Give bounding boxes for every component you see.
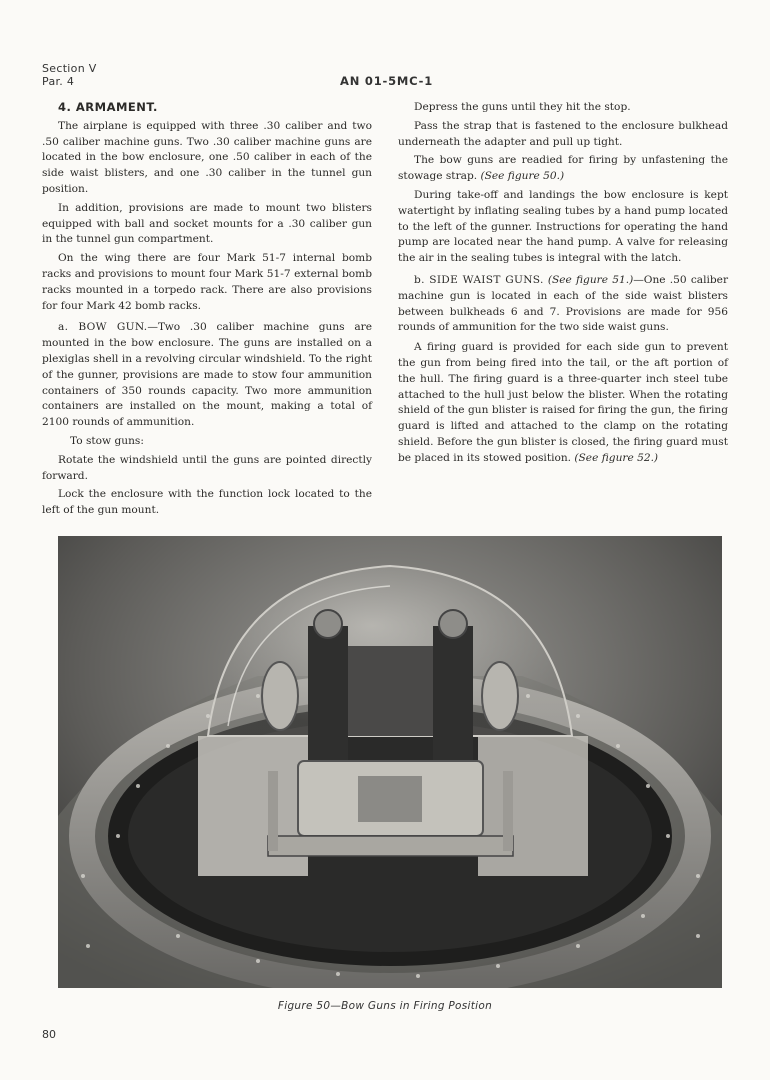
figure-reference: (See figure 51.) xyxy=(547,273,634,286)
figure-caption: Figure 50—Bow Guns in Firing Position xyxy=(277,1000,493,1012)
paragraph: The airplane is equipped with three .30 caliber and two .50 caliber machine guns. Two .30 caliber machine guns are located in the bow enclosure, one .50 caliber in each of the side waist blisters, and one .30 caliber in the tunnel gun position. xyxy=(42,119,372,195)
paragraph xyxy=(398,153,728,185)
figure-reference: (See figure 52.) xyxy=(574,451,659,464)
paragraph: On the wing there are four Mark 51-7 internal bomb racks and provisions to mount four Mark 51-7 external bomb racks mounted in a torpedo rack. There are also provisions for four Mark 42 bomb racks. xyxy=(42,252,372,312)
paragraph xyxy=(398,340,728,466)
paragraph-label: Par. 4 xyxy=(42,75,75,88)
document-number: AN 01-5MC-1 xyxy=(340,74,434,88)
figure-reference: (See figure 50.) xyxy=(480,170,565,183)
bow-gun-text: —Two .30 caliber machine guns are mounted in the bow enclosure. The guns are installed on a plexiglas shell in a revolving circular windshield. To the right of the gunner, provisions are made to stow four ammunition containers of 350 rounds capacity. Two more ammunition containers are installed on the mount, making a total of 2100 rounds of ammunition. xyxy=(42,321,373,429)
paragraph: To stow guns: xyxy=(70,434,144,447)
bow-guns-photo xyxy=(58,536,722,988)
paragraph: Pass the strap that is fastened to the enclosure bulkhead underneath the adapter and pull up tight. xyxy=(398,119,728,148)
page-number: 80 xyxy=(42,1028,56,1041)
paragraph-text: The bow guns are readied for firing by unfastening the stowage strap. xyxy=(398,154,728,183)
section-title: 4. ARMAMENT. xyxy=(58,100,158,114)
side-waist-heading: b. SIDE WAIST GUNS. xyxy=(414,273,544,286)
section-label: Section V xyxy=(42,62,97,75)
paragraph xyxy=(42,320,372,431)
bow-gun-heading: a. BOW GUN. xyxy=(58,321,148,334)
paragraph xyxy=(398,273,728,336)
paragraph: Lock the enclosure with the function lock located to the left of the gun mount. xyxy=(42,488,372,517)
section-header xyxy=(42,62,97,88)
paragraph: Rotate the windshield until the guns are pointed directly forward. xyxy=(42,453,372,482)
side-waist-text: —One .50 caliber machine gun is located in each of the side waist blisters between bulkheads 6 and 7. Provisions are made for 956 rounds of ammunition for the two side waist guns. xyxy=(398,273,729,334)
left-text-column xyxy=(42,100,372,522)
paragraph: During take-off and landings the bow enclosure is kept watertight by inflating sealing tubes by a hand pump located to the left of the gunner. Instructions for operating the hand pump are located near the hand pump. A valve for releasing the air in the sealing tubes is integral with the latch. xyxy=(398,188,728,265)
right-text-column xyxy=(398,100,728,470)
paragraph: Depress the guns until they hit the stop. xyxy=(414,101,631,113)
paragraph-text: A firing guard is provided for each side gun to prevent the gun from being fired into the tail, or the aft portion of the hull. The firing guard is a three-quarter inch steel tube attached to the hull just below the blister. When the rotating shield of the gun blister is raised for firing the gun, the firing guard is lifted and attached to the clamp on the rotating shield. Before the gun blister is closed, the firing guard must be placed in its stowed position. xyxy=(398,341,728,464)
paragraph: In addition, provisions are made to mount two blisters equipped with ball and socket mounts for a .30 caliber gun in the tunnel gun compartment. xyxy=(42,201,372,246)
